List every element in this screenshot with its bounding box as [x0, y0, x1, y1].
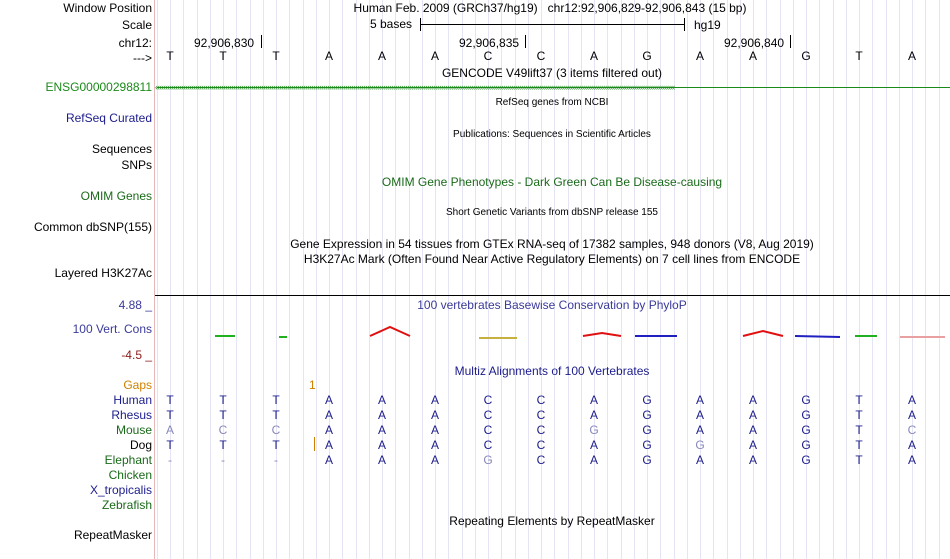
alignment-base: T — [166, 438, 174, 452]
alignment-base: A — [430, 438, 439, 452]
alignment-base: G — [642, 453, 652, 467]
alignment-base: A — [377, 393, 386, 407]
alignment-base: A — [589, 408, 598, 422]
reference-base: T — [855, 49, 863, 63]
label-omim-genes[interactable]: OMIM Genes — [80, 189, 152, 203]
alignment-base: G — [801, 408, 811, 422]
track-title-phylop[interactable]: 100 vertebrates Basewise Conservation by PhyloP — [417, 298, 687, 312]
alignment-base: C — [271, 423, 281, 437]
alignment-base: A — [695, 408, 704, 422]
phylop-peak — [370, 327, 410, 336]
assembly-name: Human Feb. 2009 (GRCh37/hg19) — [353, 1, 538, 15]
reference-base: A — [324, 49, 333, 63]
alignment-base: T — [272, 438, 280, 452]
reference-base: A — [377, 49, 386, 63]
alignment-base: G — [642, 423, 652, 437]
label-repeatmasker[interactable]: RepeatMasker — [73, 528, 152, 542]
label-100-vert-cons[interactable]: 100 Vert. Cons — [72, 322, 152, 336]
alignment-base: C — [483, 408, 493, 422]
reference-base: A — [589, 49, 598, 63]
label-arrow: ---> — [133, 51, 152, 65]
label-phylop-max: 4.88 _ — [118, 298, 152, 312]
track-image-area[interactable] — [155, 0, 950, 559]
label-species-zebrafish[interactable]: Zebrafish — [101, 498, 152, 512]
reference-base: A — [907, 49, 916, 63]
alignment-base: A — [324, 393, 333, 407]
label-species-x-tropicalis[interactable]: X_tropicalis — [89, 483, 152, 497]
alignment-base: - — [221, 453, 225, 467]
alignment-base: A — [589, 438, 598, 452]
alignment-base: T — [219, 393, 227, 407]
assembly-label: hg19 — [694, 18, 721, 32]
label-window-position: Window Position — [63, 1, 152, 15]
alignment-base: T — [855, 408, 863, 422]
label-phylop-min: -4.5 _ — [121, 348, 152, 362]
alignment-base: A — [377, 423, 386, 437]
alignment-base: T — [219, 438, 227, 452]
alignment-base: G — [642, 408, 652, 422]
alignment-base: T — [855, 423, 863, 437]
phylop-peak — [583, 333, 621, 336]
track-title-publications[interactable]: Publications: Sequences in Scientific Articles — [453, 129, 651, 140]
label-species-human[interactable]: Human — [113, 393, 152, 407]
alignment-base: T — [272, 393, 280, 407]
reference-base: A — [430, 49, 439, 63]
alignment-base: A — [907, 453, 916, 467]
alignment-base: A — [748, 423, 757, 437]
alignment-base: G — [642, 393, 652, 407]
coordinate-label-1: 92,906,830 — [194, 36, 255, 50]
phylop-peaks — [215, 327, 945, 338]
label-species-mouse[interactable]: Mouse — [115, 423, 152, 437]
dog-gap-marker — [314, 437, 315, 451]
alignment-base: A — [907, 408, 916, 422]
alignment-base: A — [377, 453, 386, 467]
label-species-dog[interactable]: Dog — [129, 438, 152, 452]
alignment-base: G — [801, 393, 811, 407]
alignment-base: A — [324, 453, 333, 467]
alignment-base: A — [589, 393, 598, 407]
label-common-dbsnp[interactable]: Common dbSNP(155) — [33, 220, 152, 234]
alignment-base: A — [324, 408, 333, 422]
reference-base: G — [801, 49, 811, 63]
reference-base: G — [642, 49, 652, 63]
alignment-base: G — [695, 438, 705, 452]
label-species-elephant[interactable]: Elephant — [104, 453, 152, 467]
alignment-base: T — [855, 453, 863, 467]
alignment-base: - — [168, 453, 172, 467]
track-title-dbsnp[interactable]: Short Genetic Variants from dbSNP release 155 — [446, 207, 658, 218]
gaps-count: 1 — [309, 378, 316, 392]
alignment-base: C — [536, 393, 546, 407]
alignment-base: C — [536, 423, 546, 437]
alignment-base: A — [430, 393, 439, 407]
alignment-base: A — [324, 438, 333, 452]
alignment-base: C — [483, 393, 493, 407]
alignment-base: C — [536, 438, 546, 452]
alignment-base: T — [855, 393, 863, 407]
alignment-base: C — [218, 423, 228, 437]
alignment-base: A — [430, 423, 439, 437]
alignment-base: G — [642, 438, 652, 452]
alignment-base: A — [377, 408, 386, 422]
alignment-base: G — [483, 453, 493, 467]
alignment-base: G — [801, 423, 811, 437]
alignment-base: A — [324, 423, 333, 437]
alignment-base: A — [748, 453, 757, 467]
alignment-base: A — [695, 423, 704, 437]
alignment-base: A — [589, 453, 598, 467]
label-sequences[interactable]: Sequences — [91, 142, 152, 156]
alignment-base: A — [695, 453, 704, 467]
alignment-base: A — [907, 438, 916, 452]
coordinate-label-3: 92,906,840 — [724, 36, 785, 50]
scale-bar-text: 5 bases — [370, 17, 413, 31]
alignment-base: C — [536, 408, 546, 422]
alignment-base: A — [695, 393, 704, 407]
window-coordinates: chr12:92,906,829-92,906,843 (15 bp) — [547, 1, 747, 15]
alignment-base: A — [748, 438, 757, 452]
label-layered-h3k27ac[interactable]: Layered H3K27Ac — [54, 266, 152, 280]
reference-base: C — [536, 49, 546, 63]
label-ensg[interactable]: ENSG00000298811 — [45, 80, 152, 94]
track-title-refseq[interactable]: RefSeq genes from NCBI — [495, 97, 609, 108]
alignment-base: C — [536, 453, 546, 467]
track-title-multiz[interactable]: Multiz Alignments of 100 Vertebrates — [454, 364, 650, 378]
alignment-base: A — [377, 438, 386, 452]
alignment-base: A — [165, 423, 174, 437]
alignment-base: G — [801, 453, 811, 467]
label-snps[interactable]: SNPs — [121, 158, 152, 172]
alignment-base: T — [272, 408, 280, 422]
reference-base: C — [483, 49, 493, 63]
alignment-base: A — [748, 393, 757, 407]
alignment-base: T — [166, 393, 174, 407]
label-scale: Scale — [121, 18, 152, 32]
alignment-base: G — [801, 438, 811, 452]
label-chr: chr12: — [118, 36, 152, 50]
alignment-base: G — [589, 423, 599, 437]
alignment-base: C — [907, 423, 917, 437]
alignment-base: C — [483, 438, 493, 452]
phylop-peak — [743, 331, 783, 336]
reference-base: T — [272, 49, 280, 63]
alignment-base: A — [907, 393, 916, 407]
track-title-repeatmasker[interactable]: Repeating Elements by RepeatMasker — [449, 514, 655, 528]
reference-base: A — [695, 49, 704, 63]
track-title-gencode[interactable]: GENCODE V49lift37 (3 items filtered out) — [441, 66, 663, 80]
reference-base: A — [748, 49, 757, 63]
track-title-omim[interactable]: OMIM Gene Phenotypes - Dark Green Can Be Disease-causing — [381, 175, 723, 189]
alignment-base: T — [166, 408, 174, 422]
alignment-base: - — [274, 453, 278, 467]
alignment-base: T — [219, 408, 227, 422]
reference-base: T — [166, 49, 174, 63]
reference-base: T — [219, 49, 227, 63]
phylop-peak — [795, 336, 840, 337]
track-title-h3k27ac[interactable]: H3K27Ac Mark (Often Found Near Active Regulatory Elements) on 7 cell lines from ENCODE — [303, 252, 801, 266]
alignment-base: T — [855, 438, 863, 452]
ensg-gene-strand-arrows[interactable]: ‹‹‹‹‹‹‹‹‹‹‹‹‹‹‹‹‹‹‹‹‹‹‹‹‹‹‹‹‹‹‹‹‹‹‹‹‹‹‹‹‹‹‹‹‹‹‹‹‹‹‹‹‹‹‹‹‹‹‹‹‹‹‹‹‹‹‹‹‹‹‹‹‹‹‹‹‹‹‹‹‹‹‹‹‹‹‹‹‹‹‹‹‹‹‹‹‹‹‹‹‹‹‹‹‹‹‹‹‹‹‹‹‹‹‹‹‹‹‹‹‹‹‹‹‹‹‹‹‹‹‹‹‹‹‹‹‹‹‹‹‹‹‹‹‹‹‹‹‹‹‹‹‹‹‹‹‹‹‹‹‹‹‹‹‹‹‹‹‹‹‹‹‹‹‹‹‹‹‹‹‹‹‹‹‹‹‹‹‹‹‹‹‹‹‹‹‹‹‹‹‹‹‹‹‹‹‹‹‹‹‹‹‹‹‹‹‹‹‹‹‹‹‹‹‹‹‹‹‹‹‹‹‹‹‹‹‹‹‹‹‹‹‹‹‹‹‹‹‹‹‹‹‹‹‹‹‹‹‹‹ — [155, 82, 675, 92]
track-labels-panel — [0, 0, 154, 559]
label-species-rhesus[interactable]: Rhesus — [111, 408, 152, 422]
label-species-chicken[interactable]: Chicken — [108, 468, 152, 482]
alignment-base: C — [483, 423, 493, 437]
alignment-base: A — [430, 408, 439, 422]
track-title-gtex[interactable]: Gene Expression in 54 tissues from GTEx RNA-seq of 17382 samples, 948 donors (V8, Aug 2019) — [290, 237, 814, 251]
coordinate-label-2: 92,906,835 — [459, 36, 520, 50]
phylop-conservation-graph[interactable] — [155, 0, 950, 559]
alignment-base: A — [748, 408, 757, 422]
label-refseq-curated[interactable]: RefSeq Curated — [65, 111, 152, 125]
alignment-base: A — [430, 453, 439, 467]
label-gaps[interactable]: Gaps — [123, 378, 152, 392]
